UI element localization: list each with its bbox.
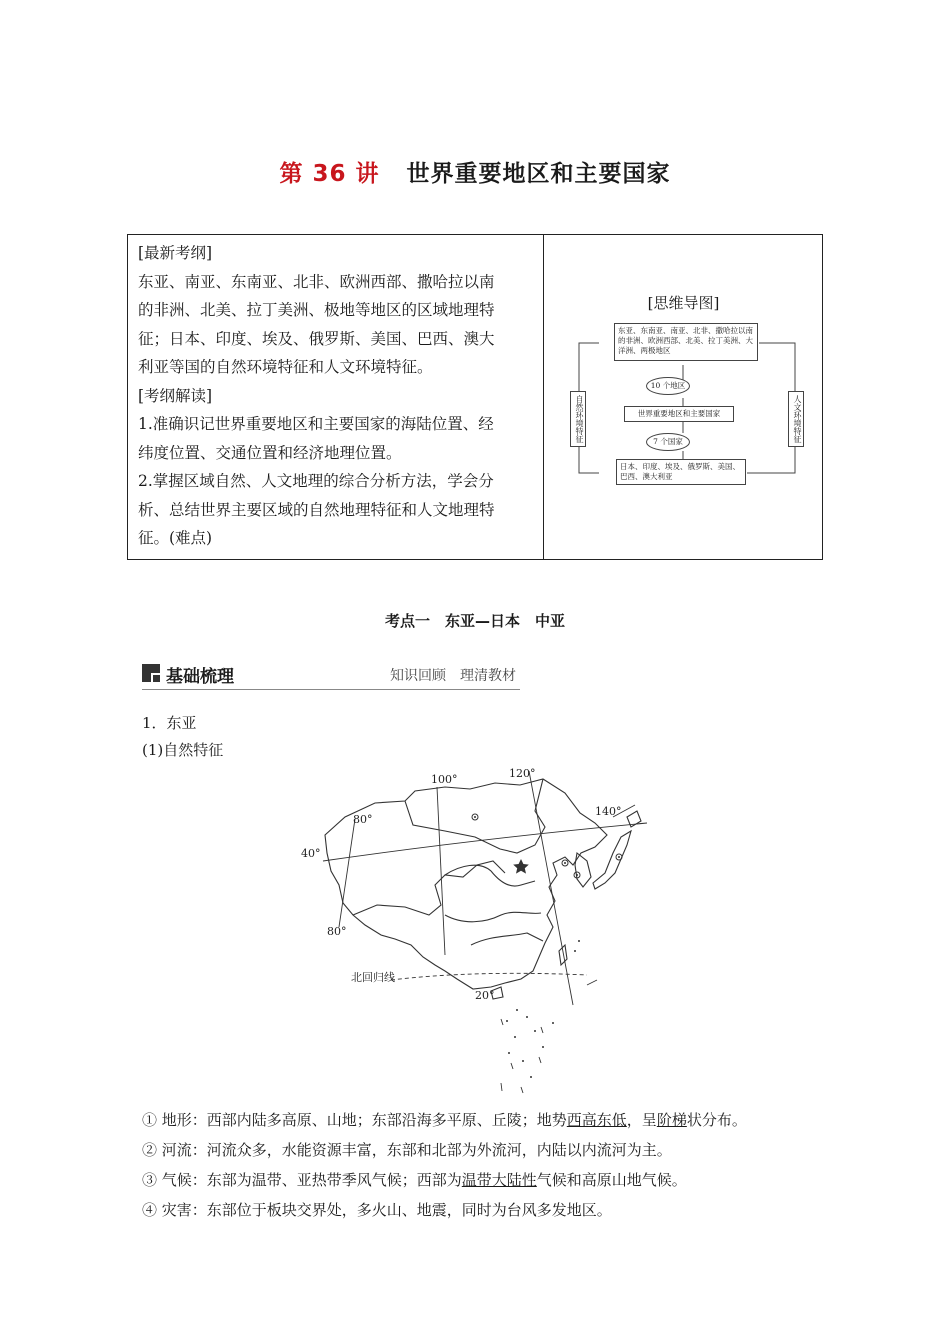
feature-item-terrain: ① 地形：西部内陆多高原、山地；东部沿海多平原、丘陵；地势西高东低，呈阶梯状分布。 xyxy=(142,1111,747,1129)
lat-20-label: 20° xyxy=(475,989,495,1002)
latest-line: 征；日本、印度、埃及、俄罗斯、美国、巴西、澳大 xyxy=(138,329,495,348)
human-features-box: 人文环境特征 xyxy=(788,391,804,447)
regions-box: 东亚、东南亚、南亚、北非、撒哈拉以南的非洲、欧洲西部、北美、拉丁美洲、大洋洲、两极地区 xyxy=(614,323,758,361)
heading-natural-features: (1)自然特征 xyxy=(142,741,224,759)
feature-item-rivers: ② 河流：河流众多，水能资源丰富，东部和北部为外流河，内陆以内流河为主。 xyxy=(142,1141,672,1159)
taiwan xyxy=(559,945,567,965)
japan xyxy=(593,831,631,889)
lecture-number: 第 36 讲 xyxy=(279,161,380,187)
heading-east-asia: 1．东亚 xyxy=(142,714,197,732)
latest-line: 东亚、南亚、东南亚、北非、欧洲西部、撒哈拉以南 xyxy=(138,272,495,291)
section-title: 考点一 东亚—日本 中亚 xyxy=(384,612,565,630)
lon-80-bottom-label: 80° xyxy=(327,925,347,938)
tropic-label: 北回归线 xyxy=(351,971,395,984)
countries-box: 日本、印度、埃及、俄罗斯、美国、巴西、澳大利亚 xyxy=(616,459,746,485)
feature-item-hazards: ④ 灾害：东部位于板块交界处，多火山、地震，同时为台风多发地区。 xyxy=(142,1201,612,1219)
latest-line: 利亚等国的自然环境特征和人文环境特征。 xyxy=(138,358,433,376)
lon-100-label: 100° xyxy=(431,773,458,786)
center-box: 世界重要地区和主要国家 xyxy=(624,406,734,422)
interp-line: 1.准确识记世界重要地区和主要国家的海陆位置、经 xyxy=(138,415,494,433)
feature-item-climate: ③ 气候：东部为温带、亚热带季风气候；西部为温带大陆性气候和高原山地气候。 xyxy=(142,1171,687,1189)
lon-140-label: 140° xyxy=(595,805,622,818)
square-bullet-icon xyxy=(142,664,162,684)
basics-subtitle: 知识回顾 理清教材 xyxy=(390,668,516,684)
interp-heading: [考纲解读] xyxy=(138,386,213,405)
interp-line: 征。(难点) xyxy=(138,529,213,547)
interp-line: 纬度位置、交通位置和经济地理位置。 xyxy=(138,443,402,462)
east-asia-map xyxy=(295,765,655,1100)
ten-regions-oval: 10 个地区 xyxy=(646,377,690,395)
mainland-outline xyxy=(325,779,607,989)
lon-80-top-label: 80° xyxy=(353,813,373,826)
syllabus-table xyxy=(127,234,823,560)
page-title xyxy=(0,155,950,188)
interp-line: 2.掌握区域自然、人文地理的综合分析方法，学会分 xyxy=(138,472,494,490)
latest-heading: [最新考纲] xyxy=(138,244,213,262)
capital-star-icon xyxy=(513,859,529,874)
syllabus-text xyxy=(138,239,526,553)
interp-line: 析、总结世界主要区域的自然地理特征和人文地理特 xyxy=(138,500,495,519)
lon-120-label: 120° xyxy=(509,767,536,780)
basics-label: 基础梳理 xyxy=(166,667,234,687)
basics-rule xyxy=(142,689,520,690)
south-china xyxy=(471,933,543,945)
seven-countries-oval: 7 个国家 xyxy=(646,433,690,451)
natural-features-box: 自然环境特征 xyxy=(570,391,586,447)
lecture-title: 世界重要地区和主要国家 xyxy=(406,161,671,187)
latest-line: 的非洲、北美、拉丁美洲、极地等地区的区域地理特 xyxy=(138,301,495,319)
feature-list xyxy=(142,1105,747,1225)
tibet-border xyxy=(353,861,505,915)
river-yangtze xyxy=(445,912,541,922)
mindmap-title: [思维导图] xyxy=(647,294,720,312)
lat-40-label: 40° xyxy=(301,847,321,860)
